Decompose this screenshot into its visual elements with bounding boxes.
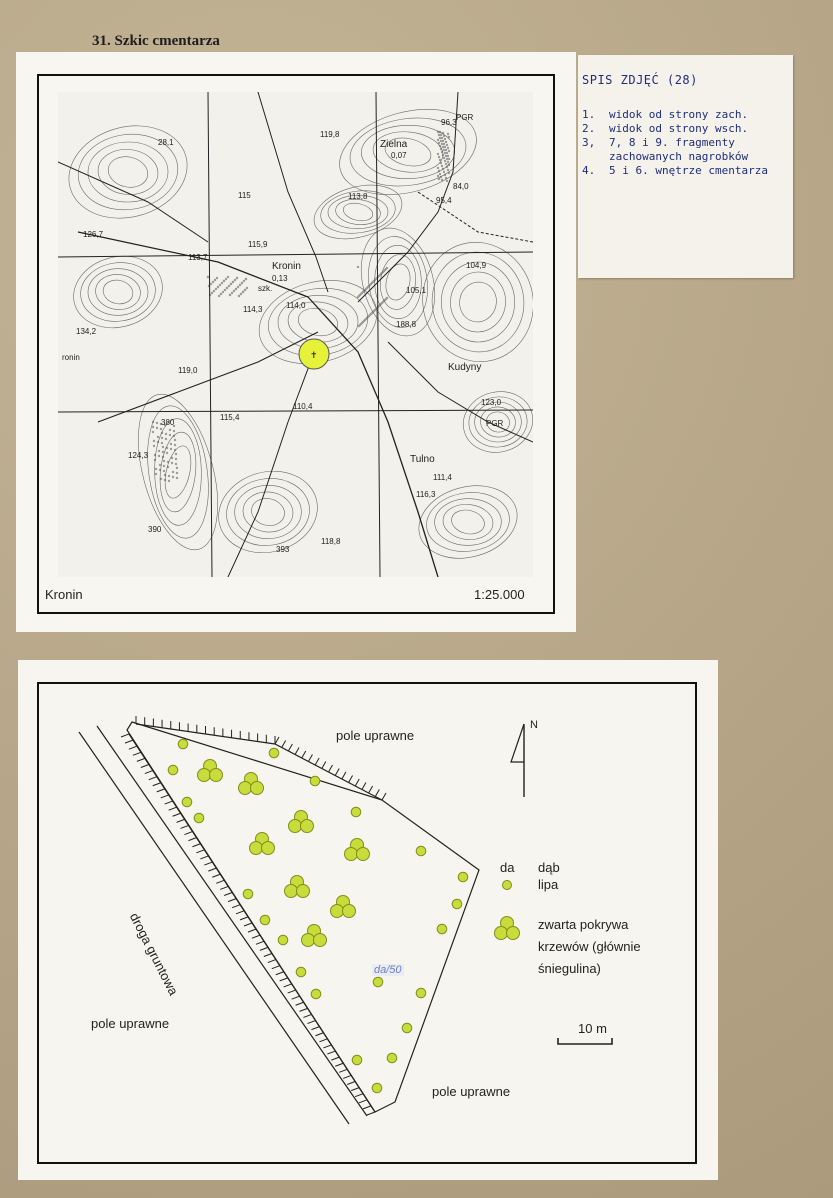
lime-tree [278,935,288,945]
lime-tree [351,807,361,817]
map-label: 113,7 [188,253,208,262]
map-label: Kronin [272,261,301,272]
page-title: 31. Szkic cmentarza [92,33,220,49]
map-label: 188,8 [396,320,417,329]
lime-tree [458,872,468,882]
shrub-cluster [302,925,327,947]
legend-oak-symbol: da [500,860,515,875]
lime-tree [402,1023,412,1033]
shrub-cluster [289,811,314,833]
photo-index-item: 4. 5 i 6. wnętrze cmentarza [582,164,768,177]
lime-tree [452,899,462,909]
topographic-map [58,92,533,577]
north-arrow-head [511,724,524,762]
map-label: 111,4 [433,473,452,482]
lime-tree [296,967,306,977]
map-label: Tulno [410,454,435,465]
map-label: 134,2 [76,327,97,336]
photo-index-title: SPIS ZDJĘĆ (28) [582,73,698,87]
map-caption-scale: 1:25.000 [474,587,525,602]
field-label-left: pole uprawne [91,1016,170,1031]
shrub-cluster [345,839,370,861]
map-label: Kudyny [448,362,482,373]
lime-tree [416,988,426,998]
field-label-top: pole uprawne [336,728,415,743]
legend-oak-label: dąb [538,860,560,875]
map-label: 115,9 [248,240,268,249]
lime-tree [178,739,188,749]
map-label: PGR [486,419,504,428]
map-label: 123,0 [481,398,502,407]
photo-index-item: 2. widok od strony wsch. [582,122,749,135]
map-label: 390 [148,525,162,534]
map-label: 113,8 [348,192,368,201]
map-label: Zielna [380,139,408,150]
map-label: 96,3 [441,118,457,127]
lime-tree [416,846,426,856]
map-label: 118,8 [321,537,341,546]
photo-index-list [582,108,787,178]
lime-tree [243,889,253,899]
map-label: 114,3 [243,305,263,314]
svg-text:✝: ✝ [310,350,318,360]
map-label: 104,9 [466,261,487,270]
shrub-cluster [285,876,310,898]
map-label: PGR [456,113,474,122]
cemetery-boundary [127,722,479,1112]
map-label: 105,1 [406,286,427,295]
map-label: szk. [258,284,273,293]
map-label: 84,0 [453,182,469,191]
lime-tree [373,977,383,987]
map-label: 393 [276,545,290,554]
shrub-cluster [239,773,264,795]
legend-shrubs-line2: krzewów (głównie [538,939,641,954]
shrub-cluster [331,896,356,918]
map-label: 119,8 [320,130,340,139]
map-label: 0,07 [391,151,407,160]
lime-tree [387,1053,397,1063]
map-label: 110,4 [293,402,313,411]
field-label-bottom: pole uprawne [432,1084,511,1099]
map-label: 126,7 [83,230,104,239]
map-label: 124,3 [128,451,149,460]
lime-tree-icon [501,879,513,891]
lime-tree [437,924,447,934]
shrub-cover-icon [492,914,522,944]
map-label: 115 [238,191,251,200]
shrub-cluster [198,760,223,782]
lime-tree [168,765,178,775]
map-label: 115,4 [220,413,240,422]
lime-tree [269,748,279,758]
north-label: N [530,719,538,731]
map-label: ronin [62,353,80,362]
scale-bar [558,1038,612,1044]
pencil-annotation: da/50 [374,964,402,976]
map-label: 380 [161,418,175,427]
legend-shrubs-line3: śniegulina) [538,961,601,976]
map-label: 116,3 [416,490,436,499]
map-label: 114,0 [286,301,306,310]
photo-index-item: 1. widok od strony zach. [582,108,749,121]
lime-tree [260,915,270,925]
scale-label: 10 m [578,1021,607,1036]
map-label: 0,13 [272,274,288,283]
shrub-cluster [250,833,275,855]
road-label: droga gruntowa [126,910,182,998]
map-label: 119,0 [178,366,198,375]
map-label: 95,4 [436,196,452,205]
legend-lime-label: lipa [538,877,559,892]
lime-tree [372,1083,382,1093]
map-label: 28,1 [158,138,174,147]
lime-tree [310,776,320,786]
lime-tree [352,1055,362,1065]
lime-tree [194,813,204,823]
map-caption-place: Kronin [45,587,83,602]
lime-tree [311,989,321,999]
photo-index-item: 3, 7, 8 i 9. fragmenty zachowanych nagrobków [582,136,749,163]
legend-shrubs-line1: zwarta pokrywa [538,917,629,932]
lime-tree [182,797,192,807]
